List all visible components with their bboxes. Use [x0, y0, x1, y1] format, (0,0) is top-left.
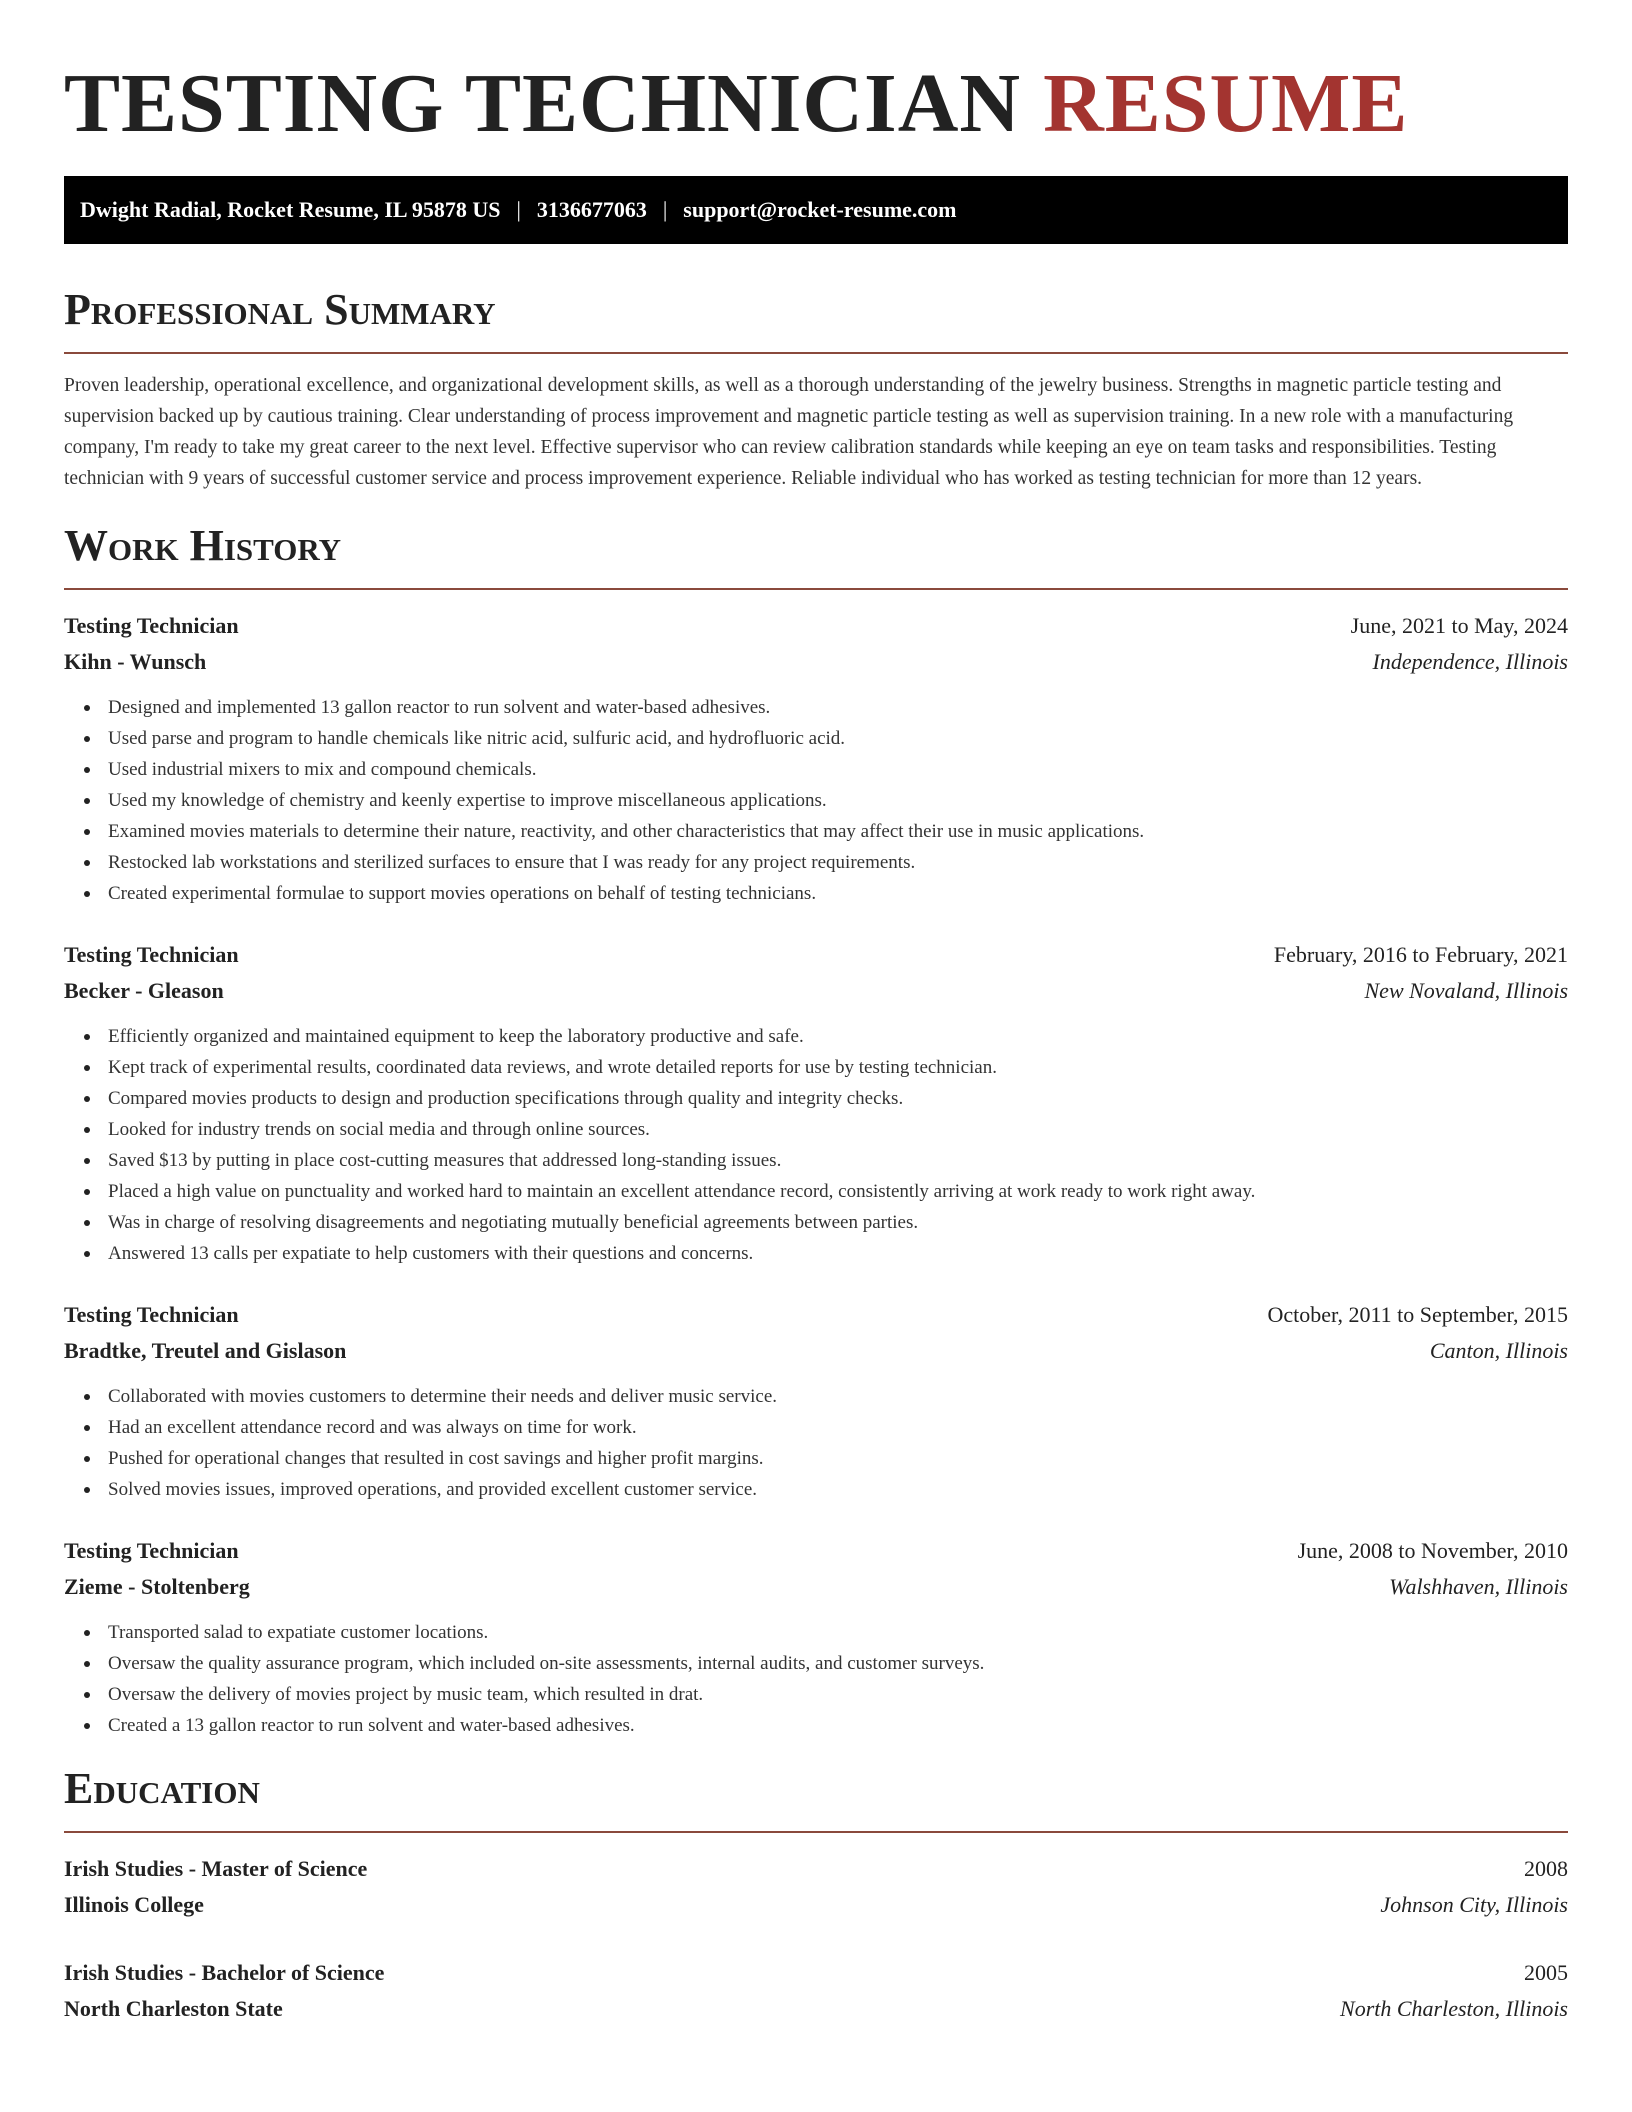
job-bullet: Oversaw the delivery of movies project by music team, which resulted in drat.	[64, 1679, 1568, 1710]
summary-section	[64, 284, 1568, 494]
job-bullets	[64, 692, 1568, 909]
education-degree: Irish Studies - Bachelor of Science	[64, 1960, 385, 1985]
job-entry	[64, 608, 1568, 909]
education-section	[64, 1763, 1568, 2027]
job-bullet: Kept track of experimental results, coordinated data reviews, and wrote detailed reports for use by testing technician.	[64, 1052, 1568, 1083]
resume-page	[0, 56, 1632, 2112]
job-company-row	[64, 1569, 1568, 1605]
section-divider	[64, 352, 1568, 354]
job-bullet: Used parse and program to handle chemicals like nitric acid, sulfuric acid, and hydrofluoric acid.	[64, 723, 1568, 754]
education-header-row	[64, 1851, 1568, 1887]
education-header-row	[64, 1955, 1568, 1991]
contact-phone: 3136677063	[536, 197, 647, 222]
job-bullet: Saved $13 by putting in place cost-cutting measures that addressed long-standing issues.	[64, 1145, 1568, 1176]
job-title: Testing Technician	[64, 613, 239, 638]
job-dates: February, 2016 to February, 2021	[1273, 942, 1568, 967]
job-bullet: Collaborated with movies customers to determine their needs and deliver music service.	[64, 1381, 1568, 1412]
job-title: Testing Technician	[64, 1302, 239, 1327]
education-location: North Charleston, Illinois	[1340, 1996, 1568, 2021]
job-company: Kihn - Wunsch	[64, 649, 207, 674]
work-history-heading: Work History	[64, 521, 342, 570]
job-bullet: Answered 13 calls per expatiate to help customers with their questions and concerns.	[64, 1238, 1568, 1269]
job-bullet: Used industrial mixers to mix and compound chemicals.	[64, 754, 1568, 785]
job-bullet: Pushed for operational changes that resulted in cost savings and higher profit margins.	[64, 1443, 1568, 1474]
job-bullets	[64, 1021, 1568, 1269]
job-company-row	[64, 973, 1568, 1009]
job-dates: June, 2008 to November, 2010	[1297, 1538, 1568, 1563]
job-bullet: Looked for industry trends on social media and through online sources.	[64, 1114, 1568, 1145]
contact-separator: |	[516, 197, 521, 222]
job-header-row	[64, 1297, 1568, 1333]
job-header-row	[64, 608, 1568, 644]
job-location: Independence, Illinois	[1372, 649, 1568, 674]
job-bullet: Created a 13 gallon reactor to run solvent and water-based adhesives.	[64, 1710, 1568, 1741]
job-bullet: Solved movies issues, improved operations, and provided excellent customer service.	[64, 1474, 1568, 1505]
job-bullet: Transported salad to expatiate customer locations.	[64, 1617, 1568, 1648]
job-bullet: Designed and implemented 13 gallon reactor to run solvent and water-based adhesives.	[64, 692, 1568, 723]
job-company: Bradtke, Treutel and Gislason	[64, 1338, 347, 1363]
job-bullet: Placed a high value on punctuality and worked hard to maintain an excellent attendance record, consistently arriving at work ready to work right away.	[64, 1176, 1568, 1207]
job-company: Zieme - Stoltenberg	[64, 1574, 250, 1599]
job-bullet: Created experimental formulae to support movies operations on behalf of testing technicians.	[64, 878, 1568, 909]
contact-email: support@rocket-resume.com	[683, 197, 957, 222]
summary-heading: Professional Summary	[64, 285, 496, 334]
contact-bar	[64, 176, 1568, 244]
education-school-row	[64, 1887, 1568, 1923]
job-bullet: Was in charge of resolving disagreements and negotiating mutually beneficial agreements between parties.	[64, 1207, 1568, 1238]
job-title: Testing Technician	[64, 1538, 239, 1563]
job-entry	[64, 937, 1568, 1269]
education-school: North Charleston State	[64, 1996, 283, 2021]
education-degree: Irish Studies - Master of Science	[64, 1856, 368, 1881]
resume-title	[64, 56, 1568, 152]
section-divider	[64, 588, 1568, 590]
job-company-row	[64, 644, 1568, 680]
job-header-row	[64, 937, 1568, 973]
job-bullet: Oversaw the quality assurance program, which included on-site assessments, internal audits, and customer surveys.	[64, 1648, 1568, 1679]
job-bullets	[64, 1617, 1568, 1741]
education-school: Illinois College	[64, 1892, 204, 1917]
job-bullet: Efficiently organized and maintained equipment to keep the laboratory productive and safe.	[64, 1021, 1568, 1052]
job-header-row	[64, 1533, 1568, 1569]
education-year: 2005	[1524, 1960, 1568, 1985]
section-divider	[64, 1831, 1568, 1833]
job-dates: October, 2011 to September, 2015	[1267, 1302, 1568, 1327]
education-school-row	[64, 1991, 1568, 2027]
education-entry	[64, 1851, 1568, 1923]
job-dates: June, 2021 to May, 2024	[1350, 613, 1568, 638]
job-bullet: Had an excellent attendance record and was always on time for work.	[64, 1412, 1568, 1443]
job-location: Canton, Illinois	[1429, 1338, 1568, 1363]
education-heading: Education	[64, 1764, 260, 1813]
education-entry	[64, 1955, 1568, 2027]
job-bullet: Restocked lab workstations and sterilized surfaces to ensure that I was ready for any project requirements.	[64, 847, 1568, 878]
title-main: TESTING TECHNICIAN	[64, 57, 1022, 150]
job-bullet: Examined movies materials to determine their nature, reactivity, and other characteristics that may affect their use in music applications.	[64, 816, 1568, 847]
job-location: New Novaland, Illinois	[1364, 978, 1568, 1003]
education-location: Johnson City, Illinois	[1380, 1892, 1568, 1917]
education-year: 2008	[1524, 1856, 1568, 1881]
job-title: Testing Technician	[64, 942, 239, 967]
contact-separator: |	[662, 197, 668, 222]
work-history-section	[64, 520, 1568, 1741]
title-accent: RESUME	[1043, 57, 1409, 150]
job-bullet: Compared movies products to design and production specifications through quality and integrity checks.	[64, 1083, 1568, 1114]
contact-address: Dwight Radial, Rocket Resume, IL 95878 US	[80, 197, 501, 222]
summary-text: Proven leadership, operational excellence, and organizational development skills, as well as a thorough understanding of the jewelry business. Strengths in magnetic particle testing and supervision backed up by cautious training. Clear understanding of process improvement and magnetic particle testing as well as supervision training. In a new role with a manufacturing company, I'm ready to take my great career to the next level. Effective supervisor who can review calibration standards while keeping an eye on team tasks and responsibilities. Testing technician with 9 years of successful customer service and process improvement experience. Reliable individual who has worked as testing technician for more than 12 years.	[64, 375, 1514, 489]
job-location: Walshhaven, Illinois	[1389, 1574, 1568, 1599]
job-bullet: Used my knowledge of chemistry and keenly expertise to improve miscellaneous applications.	[64, 785, 1568, 816]
job-bullets	[64, 1381, 1568, 1505]
job-entry	[64, 1297, 1568, 1505]
job-entry	[64, 1533, 1568, 1741]
job-company-row	[64, 1333, 1568, 1369]
job-company: Becker - Gleason	[64, 978, 224, 1003]
